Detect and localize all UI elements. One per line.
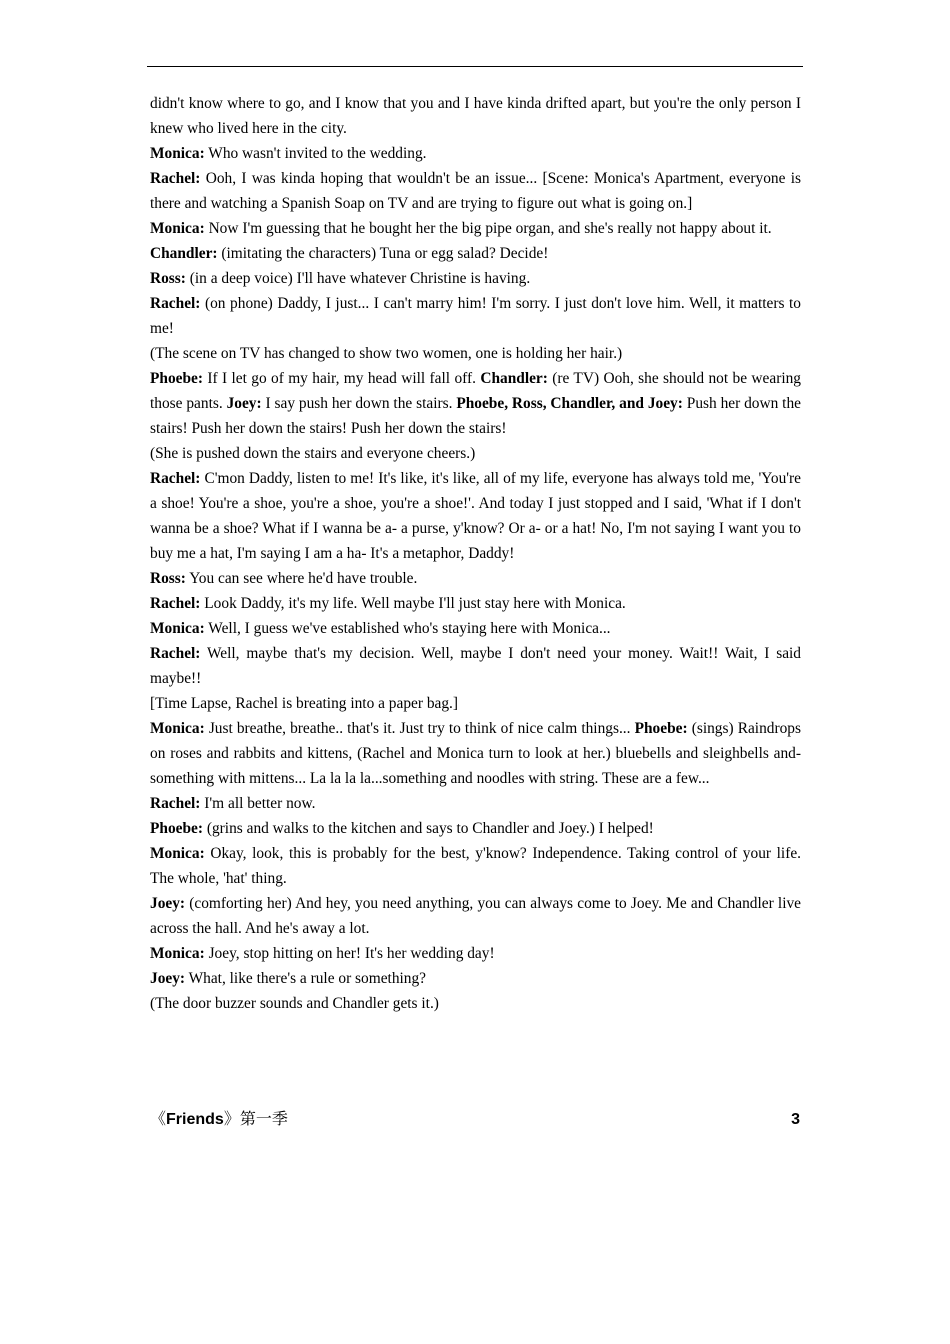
dialogue-text: (comforting her) And hey, you need anything, you can always come to Joey. Me and Chandler live across the hall. And he's away a lot. [150,895,801,937]
dialogue-text: Well, I guess we've established who's staying here with Monica... [204,620,611,637]
script-line [150,366,801,441]
script-line [150,891,801,941]
speaker-name: Joey: [150,970,186,987]
speaker-name: Phoebe: [150,370,204,387]
dialogue-text: (The scene on TV has changed to show two women, one is holding her hair.) [150,345,623,362]
footer-open-bracket: 《 [150,1111,167,1128]
speaker-name: Phoebe: [634,720,688,737]
speaker-name: Phoebe, Ross, Chandler, and Joey: [456,395,683,412]
speaker-name: Ross: [150,270,186,287]
script-line [150,841,801,891]
dialogue-text: Well, maybe that's my decision. Well, maybe I don't need your money. Wait!! Wait, I said maybe!! [150,645,801,687]
speaker-name: Joey: [226,395,262,412]
speaker-name: Rachel: [150,295,201,312]
footer-title [150,1108,288,1132]
footer-season: 》第一季 [223,1111,288,1128]
script-line [150,166,801,216]
dialogue-text: (in a deep voice) I'll have whatever Christine is having. [185,270,531,287]
dialogue-text: I'm all better now. [200,795,316,812]
script-line [150,716,801,791]
dialogue-text: [Time Lapse, Rachel is breating into a paper bag.] [150,695,459,712]
dialogue-text: If I let go of my hair, my head will fall off. [203,370,481,387]
dialogue-text: (grins and walks to the kitchen and says to Chandler and Joey.) I helped! [203,820,654,837]
dialogue-text: I say push her down the stairs. [261,395,457,412]
script-line [150,991,801,1016]
speaker-name: Joey: [150,895,186,912]
script-line [150,966,801,991]
dialogue-text: Just breathe, breathe.. that's it. Just try to think of nice calm things... [204,720,635,737]
dialogue-text: What, like there's a rule or something? [185,970,427,987]
dialogue-text: (The door buzzer sounds and Chandler gets it.) [150,995,439,1012]
speaker-name: Ross: [150,570,186,587]
script-line [150,216,801,241]
script-body [150,91,801,1016]
script-line [150,616,801,641]
speaker-name: Monica: [150,845,205,862]
speaker-name: Chandler: [150,245,218,262]
dialogue-text: Now I'm guessing that he bought her the big pipe organ, and she's really not happy about it. [204,220,772,237]
dialogue-text: Okay, look, this is probably for the best, y'know? Independence. Taking control of your life. The whole, 'hat' thing. [150,845,801,887]
speaker-name: Rachel: [150,170,201,187]
speaker-name: Chandler: [480,370,548,387]
speaker-name: Rachel: [150,795,201,812]
script-line [150,341,801,366]
header-rule [147,66,803,67]
dialogue-text: (imitating the characters) Tuna or egg salad? Decide! [217,245,549,262]
script-line [150,141,801,166]
script-line [150,691,801,716]
script-line [150,566,801,591]
speaker-name: Monica: [150,145,205,162]
script-line [150,441,801,466]
dialogue-text: (sings) Raindrops on roses and rabbits and kittens, (Rachel and Monica turn to look at her.) bluebells and sleighbells and- something with mittens... La la la la...something and noodles with string. These are a few... [150,720,801,787]
dialogue-text: (re TV) Ooh, she should not be wearing those pants. [150,370,801,412]
dialogue-text: didn't know where to go, and I know that you and I have kinda drifted apart, but you're the only person I knew who lived here in the city. [150,95,801,137]
dialogue-text: Joey, stop hitting on her! It's her wedding day! [204,945,495,962]
script-line [150,266,801,291]
dialogue-text: Push her down the stairs! Push her down the stairs! Push her down the stairs! [150,395,801,437]
dialogue-text: Look Daddy, it's my life. Well maybe I'll just stay here with Monica. [200,595,626,612]
speaker-name: Monica: [150,220,205,237]
dialogue-text: Who wasn't invited to the wedding. [204,145,427,162]
script-line [150,591,801,616]
footer-show-title: Friends [166,1111,224,1128]
dialogue-text: (on phone) Daddy, I just... I can't marry him! I'm sorry. I just don't love him. Well, it matters to me! [150,295,801,337]
dialogue-text: (She is pushed down the stairs and everyone cheers.) [150,445,476,462]
dialogue-text: You can see where he'd have trouble. [185,570,418,587]
speaker-name: Monica: [150,720,205,737]
script-line [150,91,801,141]
speaker-name: Phoebe: [150,820,204,837]
script-line [150,466,801,566]
dialogue-text: C'mon Daddy, listen to me! It's like, it's like, all of my life, everyone has always told me, 'You're a shoe! You're a shoe, you're a shoe, you're a shoe!'. And today I just stopped and I said, 'What if I don't wanna be a shoe? What if I wanna be a- a purse, y'know? Or a- or a hat! No, I'm not saying I want you to buy me a hat, I'm saying I am a ha- It's a metaphor, Daddy! [150,470,801,562]
page-number: 3 [791,1111,800,1128]
dialogue-text: Ooh, I was kinda hoping that wouldn't be an issue... [Scene: Monica's Apartment, everyone is there and watching a Spanish Soap on TV and are trying to figure out what is going on.] [150,170,801,212]
speaker-name: Rachel: [150,595,201,612]
speaker-name: Rachel: [150,470,201,487]
speaker-name: Monica: [150,620,205,637]
script-line [150,816,801,841]
script-line [150,791,801,816]
script-line [150,641,801,691]
speaker-name: Monica: [150,945,205,962]
script-line [150,941,801,966]
speaker-name: Rachel: [150,645,201,662]
script-line [150,291,801,341]
script-line [150,241,801,266]
